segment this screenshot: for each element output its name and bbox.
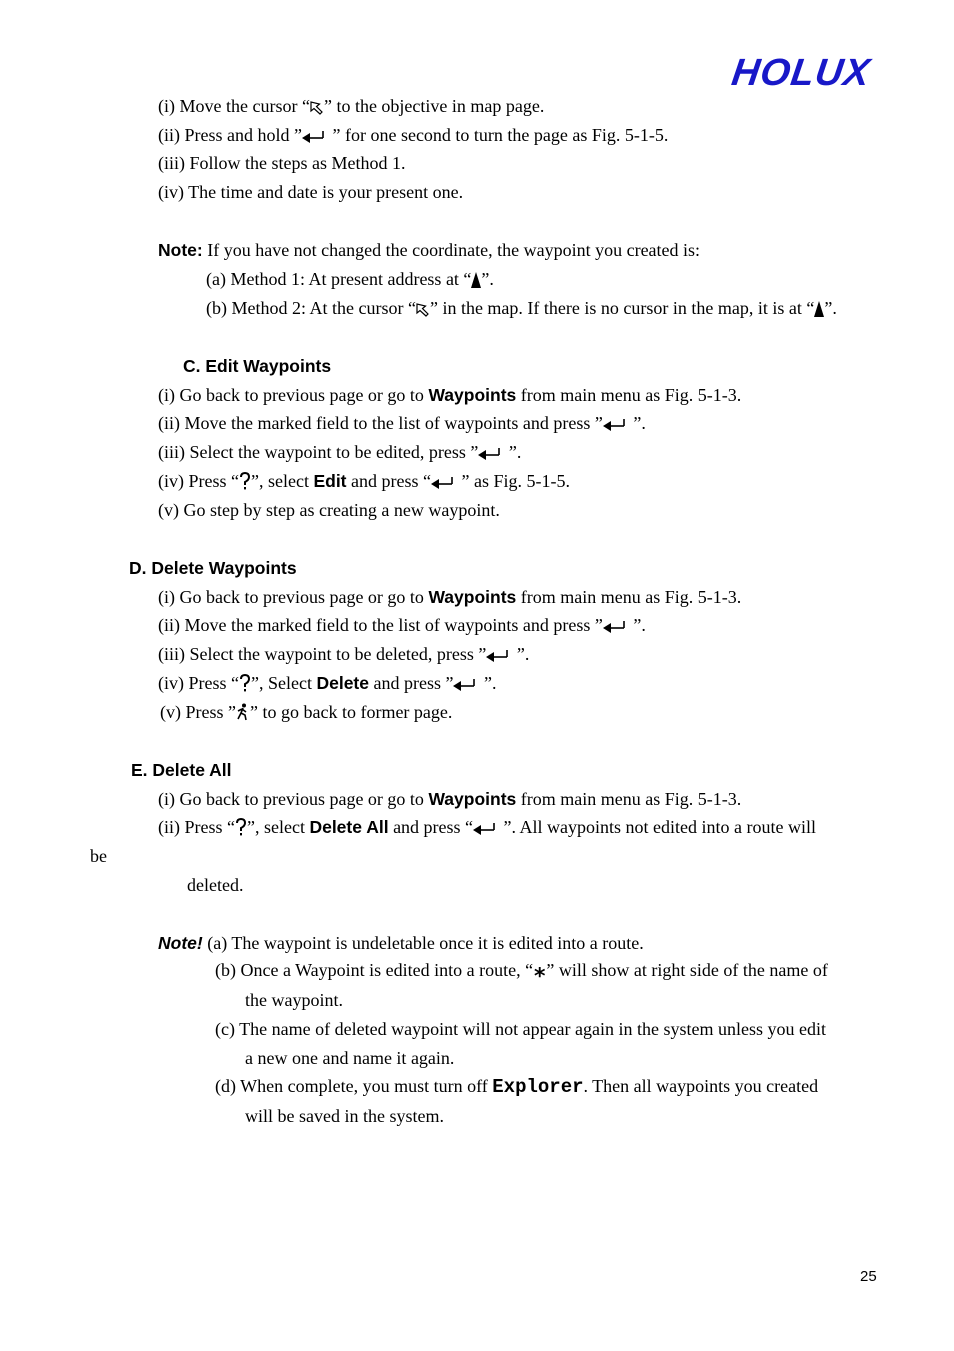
section-e-step-2-cont: deleted. — [187, 875, 244, 895]
asterisk-icon: ∗ — [533, 961, 547, 986]
section-e-heading: E. Delete All — [131, 760, 232, 780]
question-mark-icon — [239, 674, 251, 692]
note-1: Note: If you have not changed the coordinate, the waypoint you created is: — [158, 240, 701, 260]
section-c-step-2: (ii) Move the marked field to the list of waypoints and press ” ”. — [158, 413, 646, 433]
section-d-heading: D. Delete Waypoints — [129, 558, 297, 578]
position-triangle-icon — [471, 272, 481, 288]
section-d-step-5: (v) Press ” ” to go back to former page. — [160, 702, 453, 722]
section-e-step-1: (i) Go back to previous page or go to Waypoints from main menu as Fig. 5-1-3. — [158, 789, 742, 809]
enter-key-icon — [302, 130, 328, 144]
note-2-item-b: (b) Once a Waypoint is edited into a route, “∗” will show at right side of the name of — [215, 960, 828, 986]
cursor-arrow-icon — [310, 101, 324, 115]
section-c-step-4: (iv) Press “ ”, select Edit and press “ ” as Fig. 5-1-5. — [158, 471, 570, 491]
method2-step-2: (ii) Press and hold ” ” for one second to turn the page as Fig. 5-1-5. — [158, 125, 669, 145]
section-c-heading: C. Edit Waypoints — [183, 356, 332, 376]
note-2-label: Note! — [158, 933, 203, 953]
note-2-item-d-cont: will be saved in the system. — [245, 1106, 444, 1126]
section-c-step-1: (i) Go back to previous page or go to Waypoints from main menu as Fig. 5-1-3. — [158, 385, 742, 405]
holux-logo: HOLUX — [729, 52, 874, 94]
enter-key-icon — [431, 476, 457, 490]
note-2-item-c-cont: a new one and name it again. — [245, 1048, 455, 1068]
method2-step-1: (i) Move the cursor “ ” to the objective in map page. — [158, 96, 545, 116]
enter-key-icon — [453, 678, 479, 692]
question-mark-icon — [239, 472, 251, 490]
running-man-icon — [236, 703, 250, 721]
section-d-step-3: (iii) Select the waypoint to be deleted, press ” ”. — [158, 644, 530, 664]
note-2-item-d: (d) When complete, you must turn off Explorer. Then all waypoints you created — [215, 1076, 819, 1098]
enter-key-icon — [603, 620, 629, 634]
method2-step-4: (iv) The time and date is your present one. — [158, 182, 464, 202]
section-d-step-4: (iv) Press “ ”, Select Delete and press ” ”. — [158, 673, 497, 693]
cursor-arrow-icon — [416, 303, 430, 317]
page-number: 25 — [860, 1268, 877, 1285]
explorer-keyword: Explorer — [492, 1076, 584, 1098]
question-mark-icon — [235, 818, 247, 836]
section-c-step-3: (iii) Select the waypoint to be edited, press ” ”. — [158, 442, 522, 462]
enter-key-icon — [478, 447, 504, 461]
section-d-step-2: (ii) Move the marked field to the list of waypoints and press ” ”. — [158, 615, 646, 635]
note-2: Note! (a) The waypoint is undeletable once it is edited into a route. — [158, 933, 644, 953]
position-triangle-icon — [814, 301, 824, 317]
note-1-item-b: (b) Method 2: At the cursor “ ” in the map. If there is no cursor in the map, it is at “ ”. — [206, 298, 837, 318]
enter-key-icon — [486, 649, 512, 663]
note-1-item-a: (a) Method 1: At present address at “ ”. — [206, 269, 494, 289]
section-e-step-2: (ii) Press “ ”, select Delete All and press “ ”. All waypoints not edited into a route will — [158, 817, 816, 837]
section-c-step-5: (v) Go step by step as creating a new waypoint. — [158, 500, 500, 520]
note-label: Note: — [158, 240, 203, 260]
section-d-step-1: (i) Go back to previous page or go to Waypoints from main menu as Fig. 5-1-3. — [158, 587, 742, 607]
note-2-item-b-cont: the waypoint. — [245, 990, 343, 1010]
note-2-item-c: (c) The name of deleted waypoint will not appear again in the system unless you edit — [215, 1019, 826, 1039]
method2-step-3: (iii) Follow the steps as Method 1. — [158, 153, 406, 173]
section-e-step-2-wrap: be — [90, 846, 107, 866]
enter-key-icon — [473, 822, 499, 836]
enter-key-icon — [603, 418, 629, 432]
